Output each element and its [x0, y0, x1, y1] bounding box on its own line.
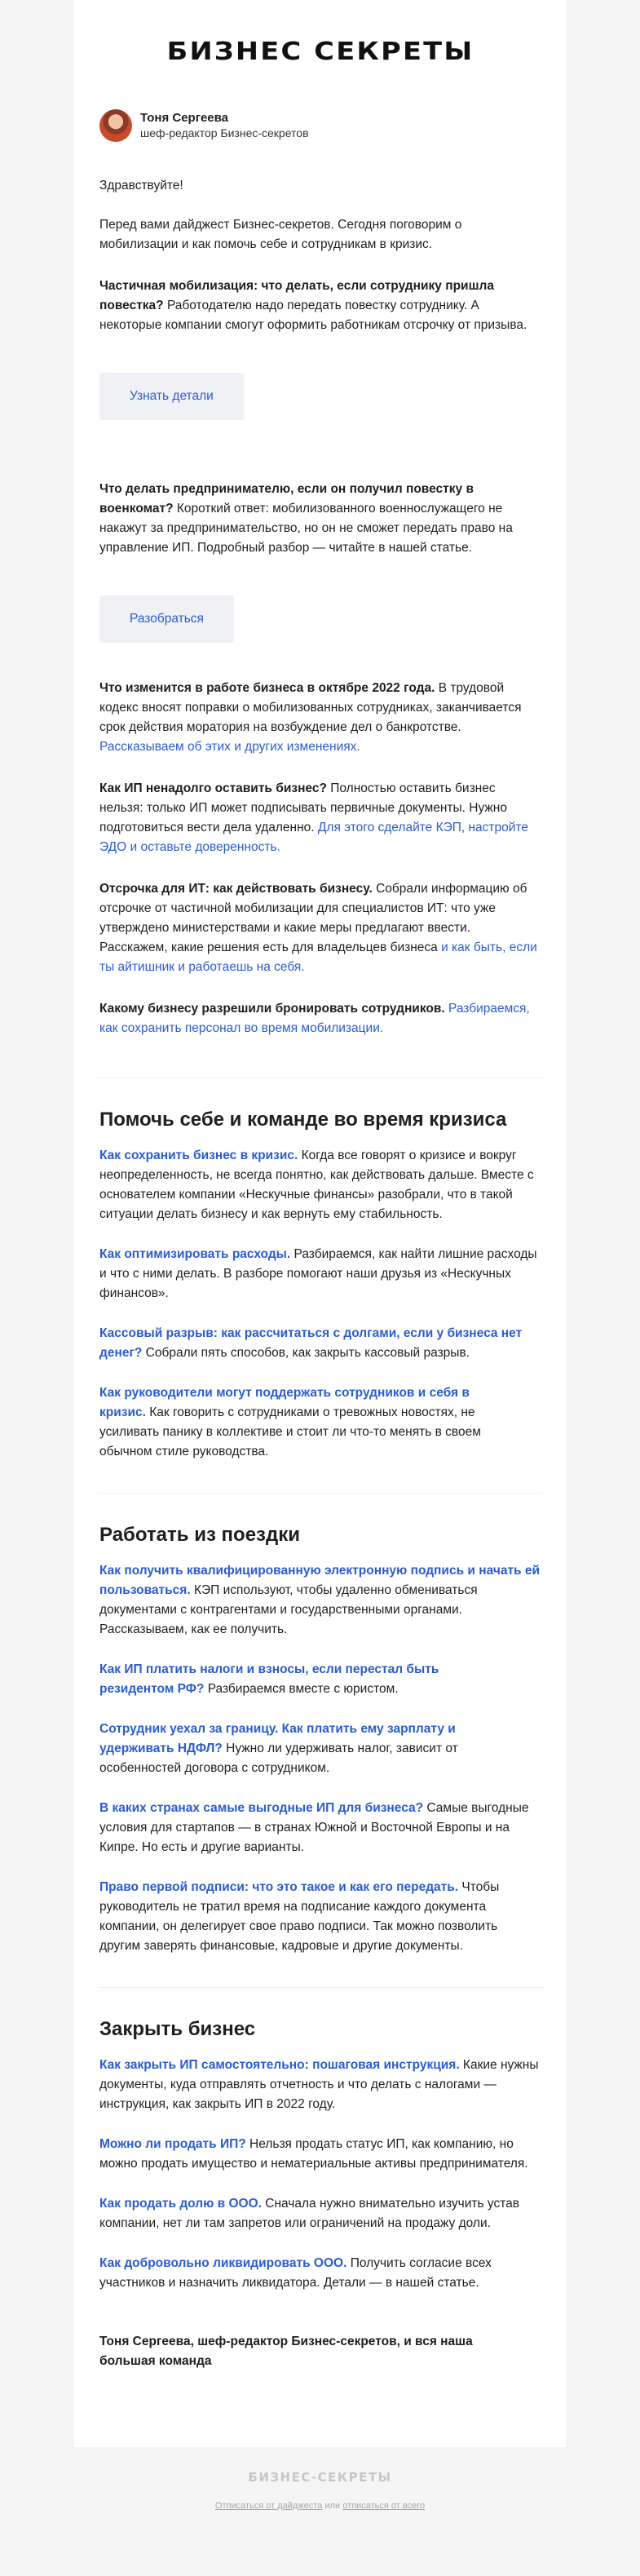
news-item-link[interactable]: Разбираемся, как сохранить персонал во время мобилизации.: [99, 1002, 530, 1035]
entrepreneur-heading: Что делать предпринимателю, если он получил повестку в военкомат?: [99, 482, 474, 516]
article-link[interactable]: Как сохранить бизнес в кризис.: [99, 1149, 298, 1162]
list-item: [99, 1660, 483, 1699]
article-text: Самые выгодные условия для стартапов — в странах Южной и Восточной Европы и на Кипре. Но есть и другие варианты.: [99, 1801, 529, 1854]
article-link[interactable]: Кассовый разрыв: как рассчитаться с долгами, если у бизнеса нет денег?: [99, 1326, 523, 1360]
footer-or: или: [322, 2501, 343, 2511]
article-text: Какие нужны документы, куда отправлять отчетность и что делать с налогами — инструкция, как закрыть ИП в 2022 году.: [99, 2058, 539, 2111]
author-name: Тоня Сергеева: [140, 111, 228, 125]
article-link[interactable]: Сотрудник уехал за границу. Как платить ему зарплату и удерживать НДФЛ?: [99, 1722, 456, 1755]
entrepreneur-paragraph: [99, 480, 536, 558]
news-item-text: Собрали информацию об отсрочке от частичной мобилизации для специалистов ИТ: что уже утверждено министерствами и какие меры предлагают ввести. Расскажем, какие решения есть для владельцев бизнеса: [99, 882, 527, 954]
section-title-close-business: Закрыть бизнес: [99, 2018, 256, 2040]
article-text: Нужно ли удерживать налог, зависит от особенностей договора с сотрудником.: [99, 1742, 458, 1775]
list-item: [99, 2254, 541, 2293]
section-close-list: [99, 2056, 541, 2293]
article-link[interactable]: Как получить квалифицированную электронную подпись и начать ей пользоваться.: [99, 1564, 541, 1597]
list-item: [99, 2135, 541, 2174]
section-title-travel: Работать из поездки: [99, 1524, 300, 1546]
news-item: [99, 779, 541, 857]
news-item-link[interactable]: Для этого сделайте КЭП, настройте ЭДО и оставьте доверенность.: [99, 821, 528, 854]
list-item: [99, 2056, 541, 2114]
news-item-heading: Какому бизнесу разрешили бронировать сотрудников.: [99, 1002, 445, 1016]
figure-out-button[interactable]: Разобраться: [99, 595, 234, 643]
article-text: Собрали пять способов, как закрыть кассовый разрыв.: [142, 1346, 470, 1360]
entrepreneur-text: Короткий ответ: мобилизованного военнослужащего не накажут за предпринимательство, но он не сможет передать право на управление ИП. Подробный разбор — читайте в нашей статье.: [99, 502, 513, 555]
article-text: Как говорить с сотрудниками о тревожных новостях, не усиливать панику в коллективе и стоит ли что-то менять в своем обычном стиле руководства.: [99, 1405, 481, 1458]
news-item: [99, 879, 541, 977]
article-link[interactable]: Как добровольно ликвидировать ООО.: [99, 2256, 347, 2270]
intro-text: Перед вами дайджест Бизнес-секретов. Сегодня поговорим о мобилизации и как помочь себе и сотрудникам в кризис.: [99, 218, 462, 251]
email-card: [74, 0, 566, 2447]
article-link[interactable]: В каких странах самые выгодные ИП для бизнеса?: [99, 1801, 424, 1815]
brand-logo[interactable]: БИЗНЕС СЕКРЕТЫ: [166, 38, 474, 66]
article-text: Сначала нужно внимательно изучить устав компании, нет ли там запретов или ограничений на продажу доли.: [99, 2197, 519, 2230]
mobilization-paragraph: [99, 277, 536, 335]
list-item: [99, 1383, 519, 1462]
footer-logo[interactable]: БИЗНЕС-СЕКРЕТЫ: [248, 2470, 392, 2485]
section-crisis-list: [99, 1146, 541, 1462]
avatar: [99, 109, 132, 142]
signature: Тоня Сергеева, шеф-редактор Бизнес-секретов, и вся наша большая команда: [99, 2335, 473, 2368]
article-link[interactable]: Как закрыть ИП самостоятельно: пошаговая инструкция.: [99, 2058, 460, 2072]
list-item: [99, 1720, 523, 1778]
article-link[interactable]: Как руководители могут поддержать сотрудников и себя в кризис.: [99, 1386, 470, 1419]
unsubscribe-digest-link[interactable]: Отписаться от дайджеста: [214, 2501, 323, 2511]
mobilization-text: Работодателю надо передать повестку сотруднику. А некоторые компании смогут оформить работникам отсрочку от призыва.: [99, 299, 527, 332]
list-item: [99, 1878, 541, 1956]
article-link[interactable]: Как ИП платить налоги и взносы, если перестал быть резидентом РФ?: [99, 1662, 439, 1696]
article-text: Разбираемся, как найти лишние расходы и что с ними делать. В разборе помогают наши друзья из «Нескучных финансов».: [99, 1247, 537, 1300]
section-travel-list: [99, 1561, 541, 1956]
learn-details-button[interactable]: Узнать детали: [99, 373, 244, 420]
news-item-link[interactable]: и как быть, если ты айтишник и работаешь на себя.: [99, 941, 537, 974]
article-link[interactable]: Право первой подписи: что это такое и как его передать.: [99, 1880, 459, 1894]
article-link[interactable]: Как продать долю в ООО.: [99, 2197, 262, 2211]
news-item-text: В трудовой кодекс вносят поправки о мобилизованных сотрудниках, заканчивается срок действия моратория на возбуждение дел о банкротстве.: [99, 681, 522, 734]
news-item-heading: Что изменится в работе бизнеса в октябре 2022 года.: [99, 681, 435, 695]
list-item: [99, 1324, 541, 1363]
news-list: [99, 679, 541, 1038]
article-text: Когда все говорят о кризисе и вокруг неопределенность, не всегда понятно, как действовать дальше. Вместе с основателем компании «Нескучные финансы» разобрали, что в такой ситуации делать бизнесу и как вернуть ему стабильность.: [99, 1149, 534, 1221]
news-item-heading: Как ИП ненадолго оставить бизнес?: [99, 781, 327, 795]
article-text: Получить согласие всех участников и назначить ликвидатора. Детали — в нашей статье.: [99, 2256, 492, 2290]
list-item: [99, 2194, 541, 2233]
greeting: Здравствуйте!: [99, 179, 183, 193]
unsubscribe-all-link[interactable]: отписаться от всего: [342, 2501, 426, 2511]
news-item-heading: Отсрочка для ИТ: как действовать бизнесу.: [99, 882, 373, 896]
list-item: [99, 1561, 541, 1640]
news-item-link[interactable]: Рассказываем об этих и других изменениях.: [99, 740, 360, 754]
mobilization-heading: Частичная мобилизация: что делать, если сотруднику пришла повестка?: [99, 279, 494, 312]
divider: [98, 1493, 543, 1494]
news-item: [99, 679, 541, 757]
news-item: [99, 999, 541, 1038]
article-text: Нельзя продать статус ИП, как компанию, но можно продать имущество и нематериальные активы предпринимателя.: [99, 2137, 528, 2171]
list-item: [99, 1245, 541, 1303]
footer-links: [0, 2501, 640, 2511]
author-block: [99, 109, 541, 142]
article-link[interactable]: Как оптимизировать расходы.: [99, 1247, 291, 1261]
list-item: [99, 1146, 541, 1224]
article-text: Разбираемся вместе с юристом.: [204, 1682, 399, 1696]
article-text: КЭП используют, чтобы удаленно обмениваться документами с контрагентами и государственными органами. Рассказываем, как ее получить.: [99, 1583, 478, 1636]
author-role: шеф-редактор Бизнес-секретов: [140, 126, 309, 139]
article-text: Чтобы руководитель не тратил время на подписание каждого документа компании, он делегирует свое право подписи. Так можно позволить другим заверять финансовые, кадровые и другие документы.: [99, 1880, 500, 1953]
list-item: [99, 1799, 541, 1857]
news-item-text: Полностью оставить бизнес нельзя: только ИП может подписывать первичные документы. Нужно подготовиться вести дела удаленно.: [99, 781, 507, 834]
article-link[interactable]: Можно ли продать ИП?: [99, 2137, 246, 2151]
section-title-crisis: Помочь себе и команде во время кризиса: [99, 1109, 507, 1131]
divider: [98, 1987, 543, 1988]
